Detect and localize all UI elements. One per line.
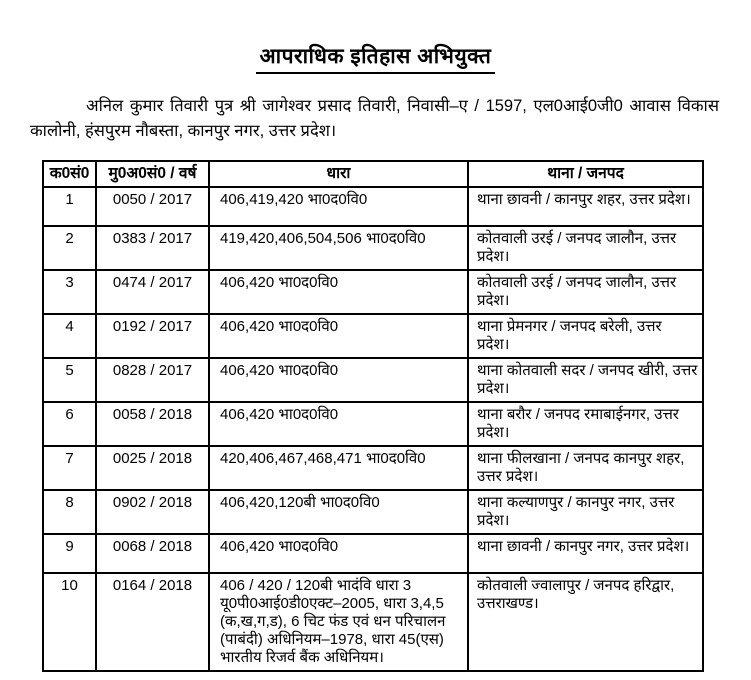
- cell-serial: 3: [43, 270, 96, 314]
- cell-case-number: 0383 / 2017: [96, 226, 209, 270]
- cell-sections: 419,420,406,504,506 भा0द0वि0: [209, 226, 468, 270]
- table-row: [43, 270, 703, 314]
- cell-police-station: थाना छावनी / कानपुर शहर, उत्तर प्रदेश।: [468, 187, 703, 226]
- cell-sections: 406,420 भा0द0वि0: [209, 314, 468, 358]
- cell-serial: 2: [43, 226, 96, 270]
- column-header-police-station: थाना / जनपद: [468, 161, 703, 187]
- table-row: [43, 226, 703, 270]
- table-header: [43, 161, 703, 187]
- cell-serial: 9: [43, 534, 96, 573]
- table-row: [43, 358, 703, 402]
- table-body: [43, 187, 703, 671]
- cell-police-station: थाना बरौर / जनपद रमाबाईनगर, उत्तर प्रदेश।: [468, 402, 703, 446]
- column-header-case-number: मु0अ0सं0 / वर्ष: [96, 161, 209, 187]
- cell-police-station: थाना कल्याणपुर / कानपुर नगर, उत्तर प्रदेश।: [468, 490, 703, 534]
- cell-sections: 406,420,120बी भा0द0वि0: [209, 490, 468, 534]
- column-header-sections: धारा: [209, 161, 468, 187]
- cell-serial: 1: [43, 187, 96, 226]
- cell-case-number: 0025 / 2018: [96, 446, 209, 490]
- cell-serial: 4: [43, 314, 96, 358]
- table-row: [43, 534, 703, 573]
- cell-police-station: थाना प्रेमनगर / जनपद बरेली, उत्तर प्रदेश।: [468, 314, 703, 358]
- title-wrap: [0, 0, 751, 74]
- cell-case-number: 0474 / 2017: [96, 270, 209, 314]
- column-header-serial: क0सं0: [43, 161, 96, 187]
- cell-sections: 406,420 भा0द0वि0: [209, 358, 468, 402]
- cell-sections: 406,419,420 भा0द0वि0: [209, 187, 468, 226]
- table-row: [43, 314, 703, 358]
- cell-police-station: थाना कोतवाली सदर / जनपद खीरी, उत्तर प्रदेश।: [468, 358, 703, 402]
- cell-serial: 6: [43, 402, 96, 446]
- cell-case-number: 0902 / 2018: [96, 490, 209, 534]
- cell-police-station: कोतवाली उरई / जनपद जालौन, उत्तर प्रदेश।: [468, 270, 703, 314]
- cell-sections: 406,420 भा0द0वि0: [209, 270, 468, 314]
- cell-police-station: थाना छावनी / कानपुर नगर, उत्तर प्रदेश।: [468, 534, 703, 573]
- cell-case-number: 0050 / 2017: [96, 187, 209, 226]
- cell-case-number: 0068 / 2018: [96, 534, 209, 573]
- table-row: [43, 187, 703, 226]
- table-row: [43, 402, 703, 446]
- table-row: [43, 446, 703, 490]
- cell-sections: 406,420 भा0द0वि0: [209, 402, 468, 446]
- table-row: [43, 573, 703, 671]
- cell-case-number: 0828 / 2017: [96, 358, 209, 402]
- criminal-history-table: [42, 160, 704, 672]
- cell-serial: 10: [43, 573, 96, 671]
- cell-police-station: थाना फीलखाना / जनपद कानपुर शहर, उत्तर प्रदेश।: [468, 446, 703, 490]
- cell-serial: 5: [43, 358, 96, 402]
- cell-serial: 8: [43, 490, 96, 534]
- cell-sections: 406,420 भा0द0वि0: [209, 534, 468, 573]
- document-title: आपराधिक इतिहास अभियुक्त: [256, 42, 496, 74]
- cell-case-number: 0164 / 2018: [96, 573, 209, 671]
- table-row: [43, 490, 703, 534]
- cell-case-number: 0192 / 2017: [96, 314, 209, 358]
- cell-case-number: 0058 / 2018: [96, 402, 209, 446]
- cell-police-station: कोतवाली उरई / जनपद जालौन, उत्तर प्रदेश।: [468, 226, 703, 270]
- cell-police-station: कोतवाली ज्वालापुर / जनपद हरिद्वार, उत्तराखण्ड।: [468, 573, 703, 671]
- cell-serial: 7: [43, 446, 96, 490]
- cell-sections: 420,406,467,468,471 भा0द0वि0: [209, 446, 468, 490]
- table-header-row: [43, 161, 703, 187]
- cell-sections: 406 / 420 / 120बी भादंवि धारा 3 यू0पी0आई0डी0एक्ट–2005, धारा 3,4,5 (क,ख,ग,ड), 6 चिट फंड एवं धन परिचालन (पाबंदी) अधिनियम–1978, धारा 45(एस) भारतीय रिजर्व बैंक अधिनियम।: [209, 573, 468, 671]
- intro-paragraph: अनिल कुमार तिवारी पुत्र श्री जागेश्वर प्रसाद तिवारी, निवासी–ए / 1597, एल0आई0जी0 आवास विकास कालोनी, हंसपुरम नौबस्ता, कानपुर नगर, उत्तर प्रदेश।: [30, 97, 719, 140]
